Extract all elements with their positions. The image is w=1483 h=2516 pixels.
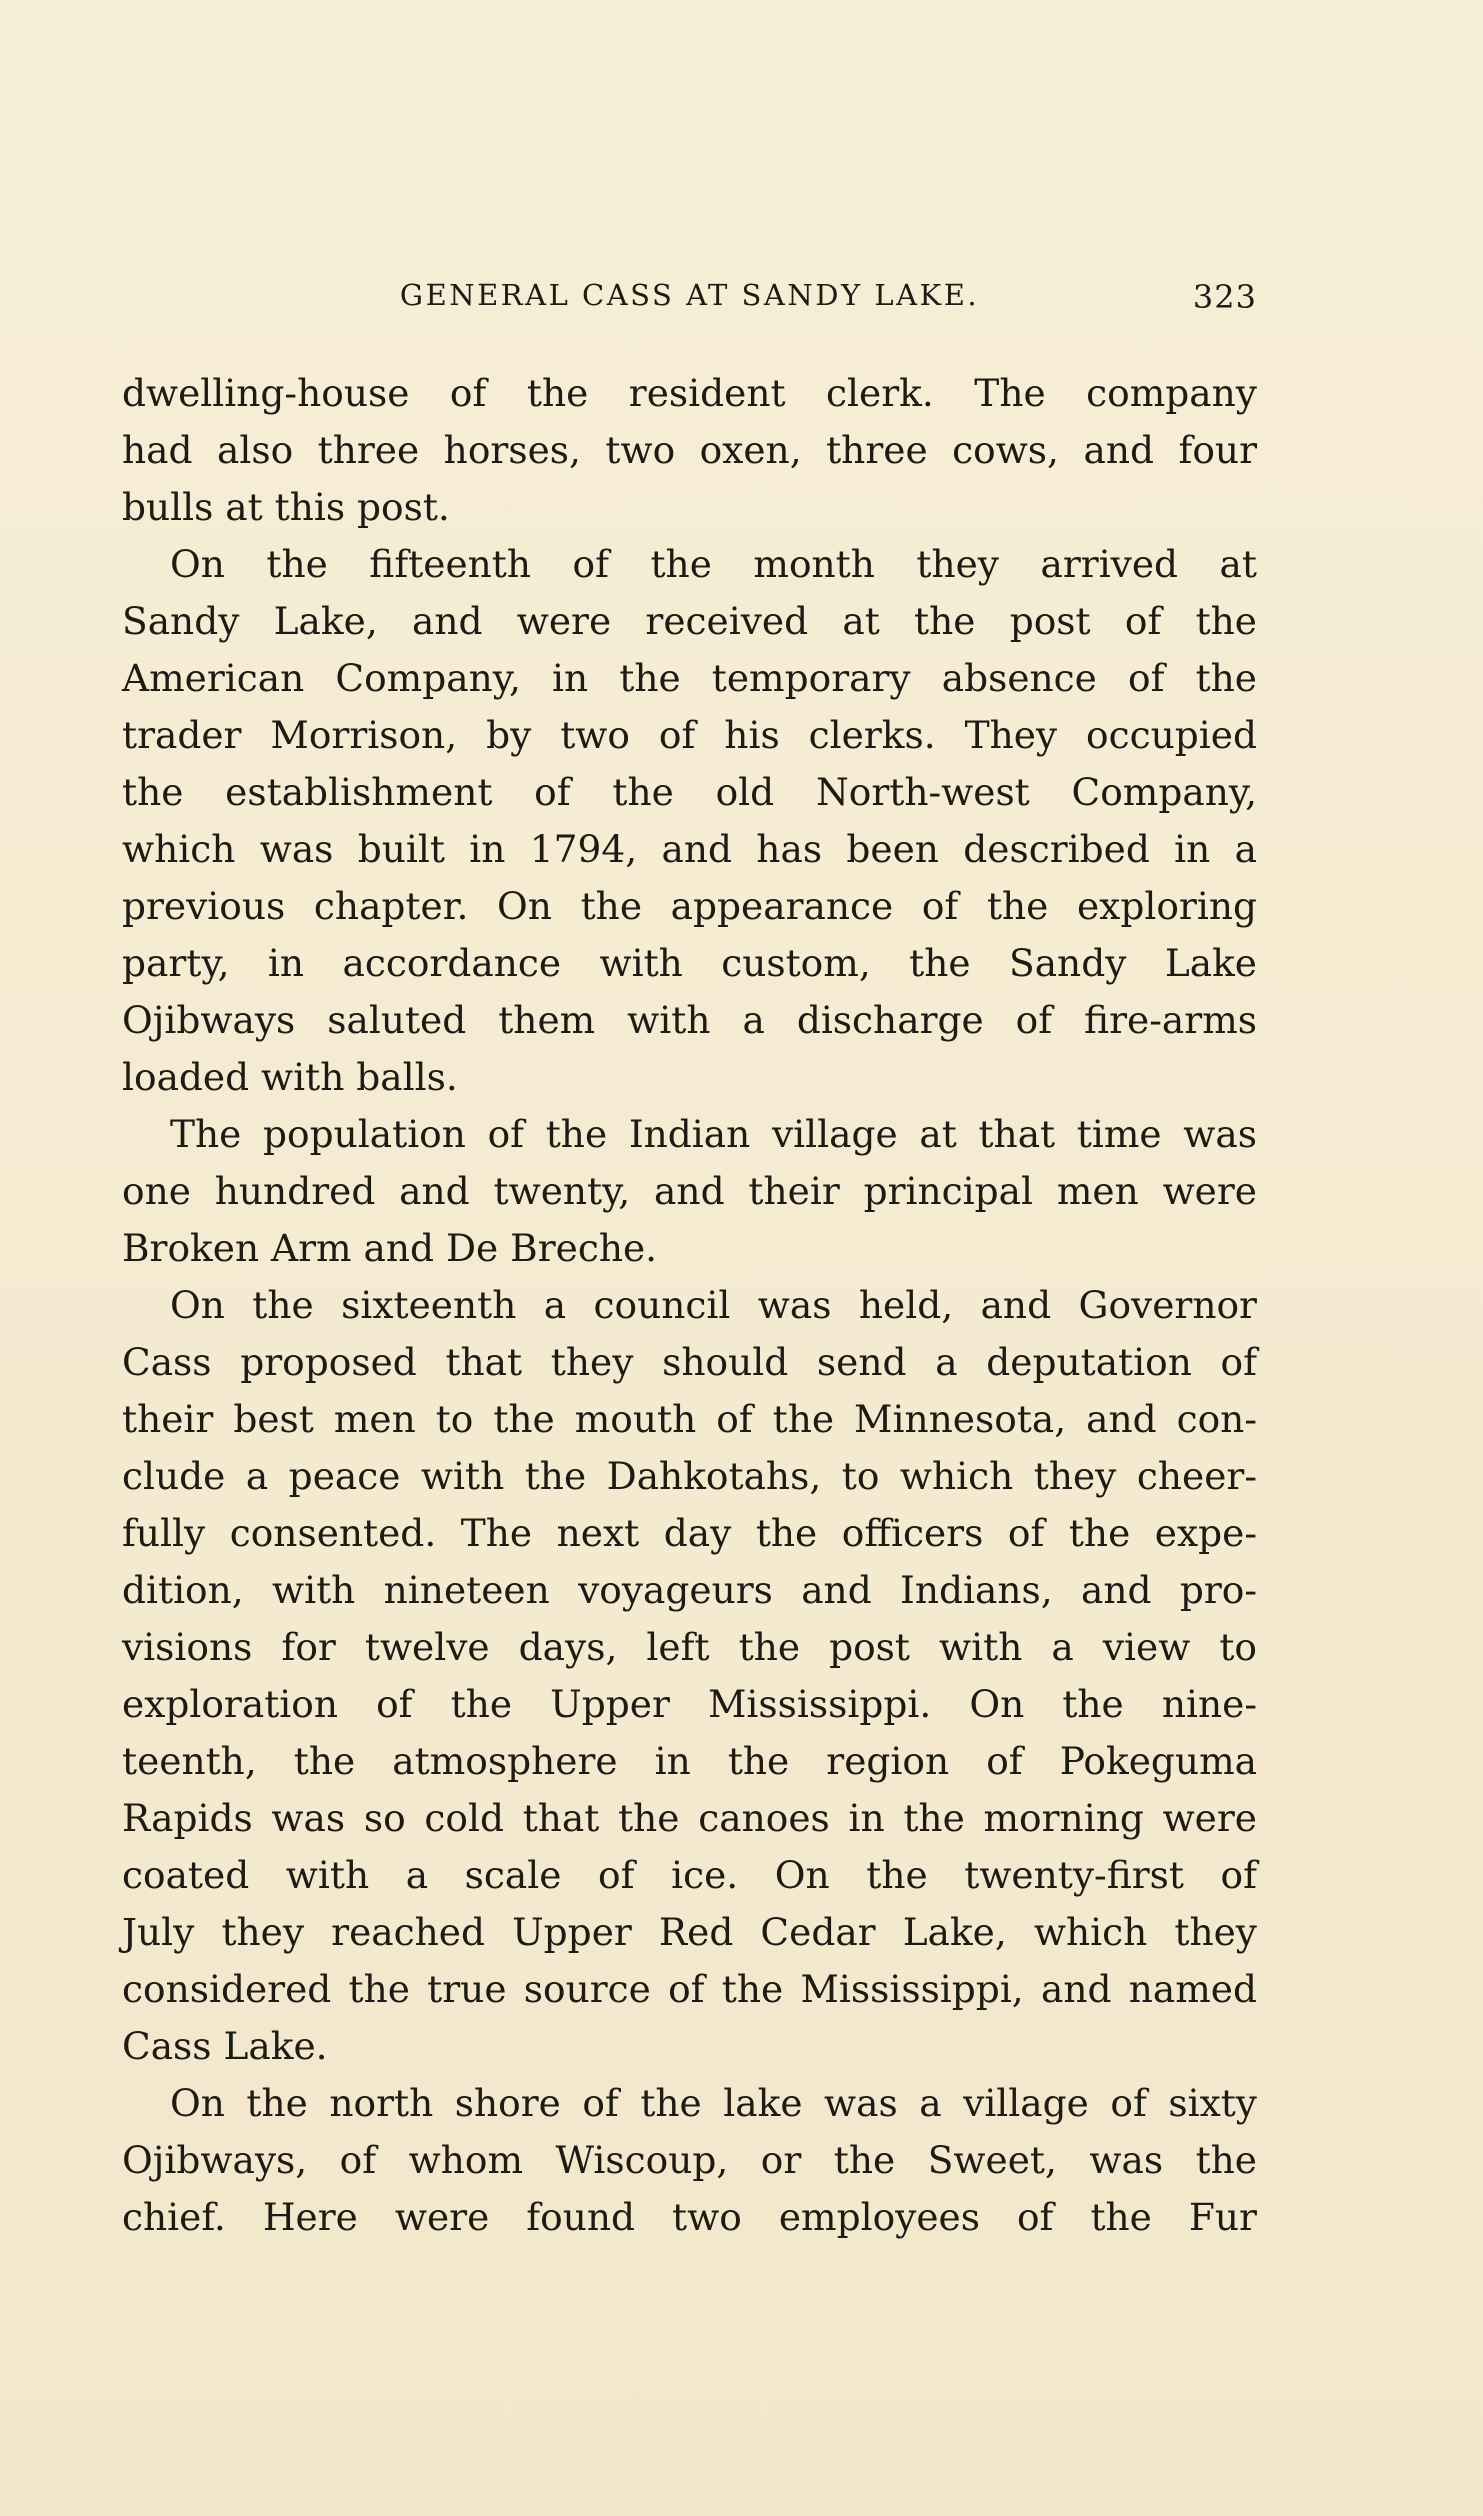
body-text — [122, 365, 1257, 2246]
text-line: party, in accordance with custom, the Sandy Lake — [122, 941, 1257, 985]
page-number: 323 — [1192, 278, 1257, 316]
text-line: coated with a scale of ice. On the twenty-first of — [122, 1853, 1257, 1897]
text-line: On the north shore of the lake was a village of sixty — [170, 2081, 1257, 2125]
text-line: Cass proposed that they should send a deputation of — [122, 1340, 1257, 1384]
text-line: which was built in 1794, and has been described in a — [122, 827, 1257, 871]
text-line: clude a peace with the Dahkotahs, to which they cheer- — [122, 1454, 1257, 1498]
text-line: chief. Here were found two employees of the Fur — [122, 2195, 1257, 2239]
text-line: Ojibways saluted them with a discharge of fire-arms — [122, 998, 1257, 1042]
text-line: exploration of the Upper Mississippi. On the nine- — [122, 1682, 1257, 1726]
text-line: considered the true source of the Mississippi, and named — [122, 1967, 1257, 2011]
text-line: Broken Arm and De Breche. — [122, 1226, 658, 1270]
text-line: loaded with balls. — [122, 1055, 458, 1099]
running-title: GENERAL CASS AT SANDY LAKE. — [399, 278, 980, 312]
text-line: On the fifteenth of the month they arrived at — [170, 542, 1257, 586]
text-line: teenth, the atmosphere in the region of Pokeguma — [122, 1739, 1257, 1783]
text-line: dition, with nineteen voyageurs and Indians, and pro- — [122, 1568, 1257, 1612]
text-line: July they reached Upper Red Cedar Lake, which they — [122, 1910, 1257, 1954]
text-line: bulls at this post. — [122, 485, 450, 529]
text-line: visions for twelve days, left the post with a view to — [122, 1625, 1257, 1669]
text-line: fully consented. The next day the officers of the expe- — [122, 1511, 1257, 1555]
text-line: their best men to the mouth of the Minnesota, and con- — [122, 1397, 1257, 1441]
running-head — [122, 278, 1257, 328]
text-line: Sandy Lake, and were received at the post of the — [122, 599, 1257, 643]
text-line: On the sixteenth a council was held, and Governor — [170, 1283, 1257, 1327]
text-line: Rapids was so cold that the canoes in the morning were — [122, 1796, 1257, 1840]
text-line: The population of the Indian village at that time was — [170, 1112, 1257, 1156]
text-line: previous chapter. On the appearance of the exploring — [122, 884, 1257, 928]
text-line: Cass Lake. — [122, 2024, 328, 2068]
text-line: American Company, in the temporary absence of the — [122, 656, 1257, 700]
text-line: had also three horses, two oxen, three cows, and four — [122, 428, 1257, 472]
text-line: the establishment of the old North-west Company, — [122, 770, 1257, 814]
text-line: Ojibways, of whom Wiscoup, or the Sweet, was the — [122, 2138, 1257, 2182]
text-line: one hundred and twenty, and their principal men were — [122, 1169, 1257, 1213]
text-line: trader Morrison, by two of his clerks. They occupied — [122, 713, 1257, 757]
text-line: dwelling-house of the resident clerk. The company — [122, 371, 1257, 415]
